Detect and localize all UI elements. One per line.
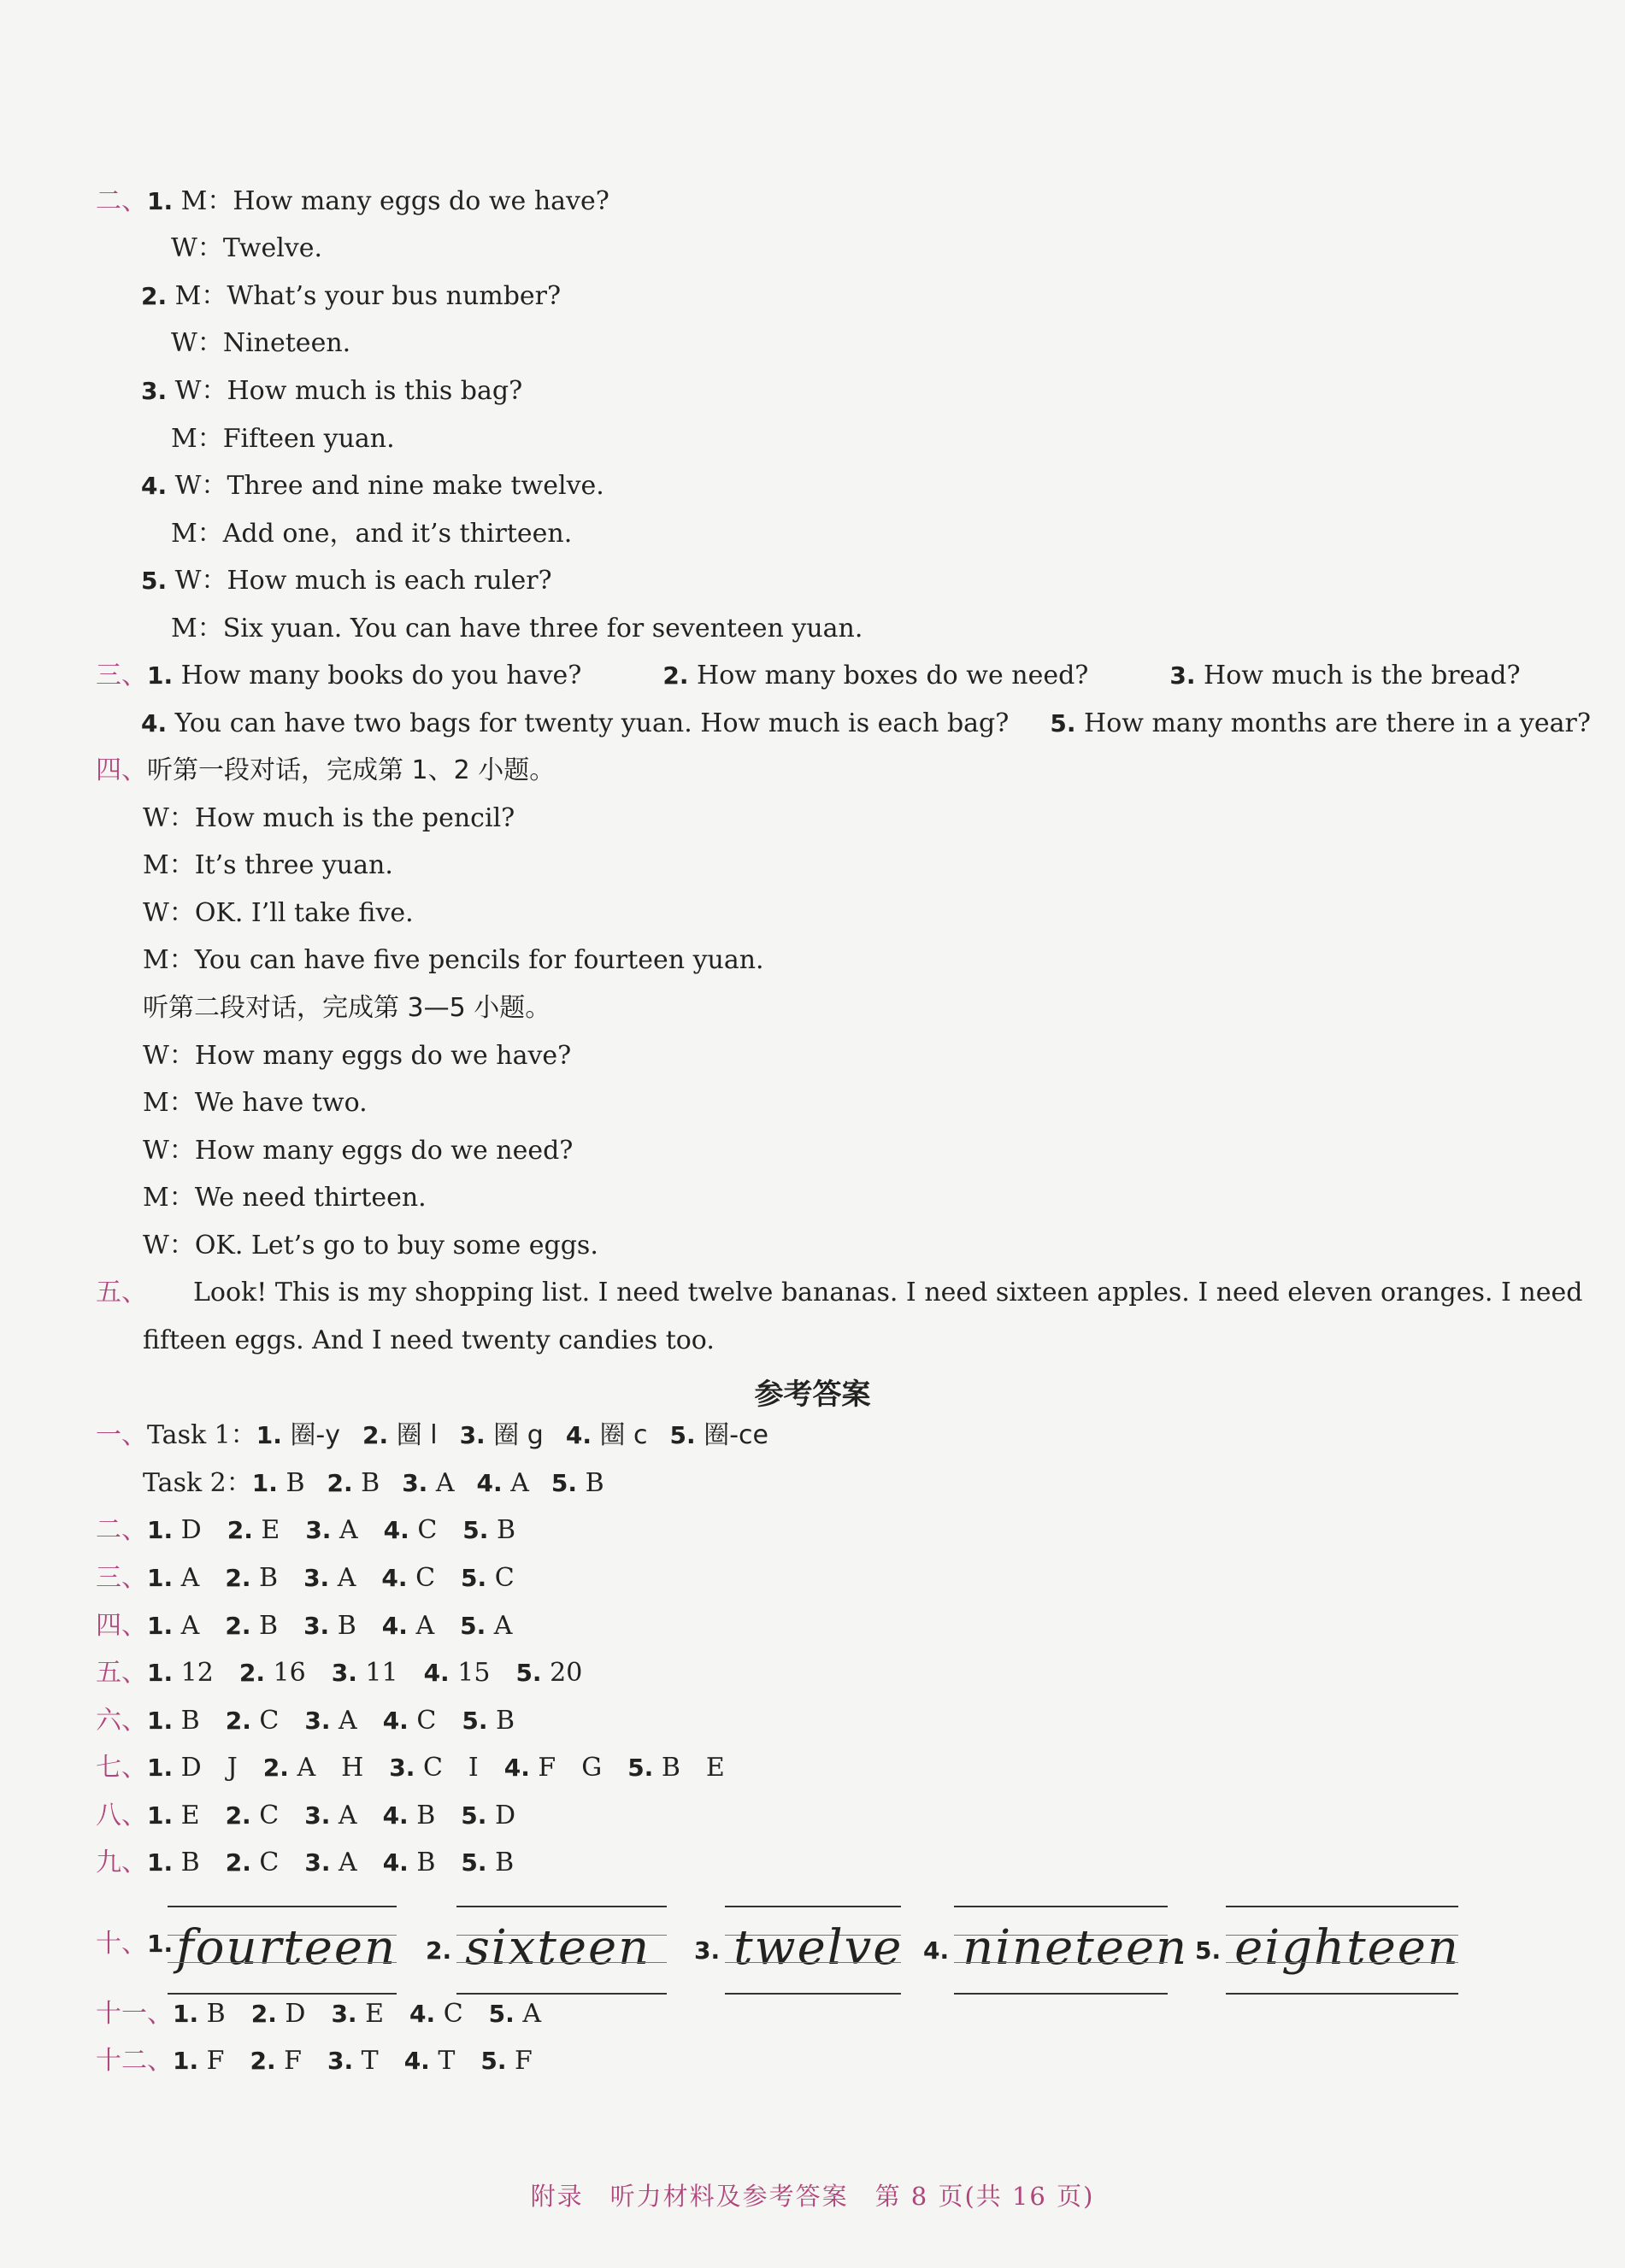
answer-value: F G <box>538 1753 603 1783</box>
dialog-line: W：How much is each ruler? <box>174 566 552 596</box>
section-mark: 五、 <box>96 1658 147 1688</box>
answer-row <box>96 2044 533 2078</box>
answer-value: A <box>435 1468 455 1498</box>
answer-value: B <box>416 1801 436 1830</box>
answer-value: C <box>259 1706 280 1736</box>
passage-text: fifteen eggs. And I need twenty candies too. <box>143 1325 715 1355</box>
answer-value: A <box>510 1468 529 1498</box>
handwritten-word: fourteen <box>176 1920 397 1976</box>
answer-value: D <box>180 1515 202 1545</box>
dialog-line: M：Fifteen yuan. <box>171 424 395 454</box>
item-number: 3. <box>331 1659 357 1687</box>
answer-value: B <box>259 1563 279 1593</box>
answer-value: 16 <box>273 1658 306 1688</box>
handwriting-answer <box>694 1906 904 1995</box>
item-number: 3. <box>459 1421 486 1449</box>
item-number: 1. <box>147 661 174 690</box>
answer-row <box>96 1609 512 1643</box>
handwritten-word: sixteen <box>465 1920 651 1976</box>
section-mark <box>96 1927 173 1961</box>
instruction-text: 听第二段对话，完成第 3—5 小题。 <box>143 993 551 1023</box>
dialog-line: M：Add one，and it’s thirteen. <box>171 519 573 549</box>
answer-value: B <box>585 1468 604 1498</box>
answer-value: D <box>494 1801 516 1830</box>
item-number: 1. <box>173 2000 199 2028</box>
item-number: 3. <box>1169 661 1196 690</box>
item-number: 3. <box>694 1936 721 1965</box>
answer-value: A <box>339 1848 357 1877</box>
handwritten-word: eighteen <box>1234 1920 1460 1976</box>
section-mark: 八、 <box>96 1801 147 1830</box>
section-mark-text: 十、 <box>96 1929 147 1959</box>
item-number: 2. <box>250 2000 277 2028</box>
item-number: 2. <box>250 2047 276 2075</box>
dialog-line: W：Twelve. <box>171 233 323 263</box>
item-number: 5. <box>462 1516 489 1544</box>
item-number: 2. <box>225 1707 251 1735</box>
answer-value: A H <box>297 1753 364 1783</box>
dialog-line: M：It’s three yuan. <box>143 850 393 880</box>
answer-value: 圈 c <box>599 1420 648 1450</box>
answer-value: B <box>206 1999 226 2029</box>
section-mark: 三、 <box>96 1563 147 1593</box>
item-number: 4. <box>423 1659 450 1687</box>
answer-value: D J <box>180 1753 238 1783</box>
answer-value: A <box>339 1706 357 1736</box>
item-number: 5. <box>515 1659 542 1687</box>
answer-row <box>96 1513 515 1548</box>
dialog-line: W：How much is this bag? <box>174 376 523 406</box>
section-mark: 七、 <box>96 1753 147 1783</box>
item-number: 3. <box>402 1469 428 1497</box>
question-text: How many books do you have? <box>180 661 582 690</box>
item-number: 5. <box>461 1564 487 1592</box>
answer-row <box>96 1561 515 1595</box>
dialog-line: W：OK. I’ll take five. <box>143 898 414 928</box>
item-number: 3. <box>305 1516 332 1544</box>
item-number: 1. <box>147 1754 174 1782</box>
item-number: 5. <box>480 2047 507 2075</box>
handwritten-word: twelve <box>733 1920 904 1976</box>
item-number: 4. <box>382 1848 409 1877</box>
item-number: 2. <box>141 282 168 310</box>
answer-row <box>96 1656 582 1690</box>
item-number: 4. <box>381 1612 408 1640</box>
answer-value: E <box>180 1801 200 1830</box>
answer-value: B <box>496 1515 516 1545</box>
answer-value: B <box>286 1468 305 1498</box>
section-mark: 三、 <box>96 661 147 690</box>
answer-value: B <box>180 1848 200 1877</box>
item-number: 2. <box>238 1659 265 1687</box>
passage-text: Look! This is my shopping list. I need twelve bananas. I need sixteen apples. I need eleven oranges. I need <box>193 1278 1583 1307</box>
item-number: 1. <box>173 2047 199 2075</box>
item-number: 4. <box>382 1801 409 1830</box>
answer-value: C <box>494 1563 515 1593</box>
item-number: 2. <box>225 1612 251 1640</box>
item-number: 3. <box>304 1848 331 1877</box>
answer-value: A <box>180 1611 200 1641</box>
answer-value: F <box>206 2046 225 2076</box>
item-number: 4. <box>923 1936 950 1965</box>
listening-2-3a <box>141 374 522 408</box>
section-mark: 六、 <box>96 1706 147 1736</box>
answer-value: B <box>496 1706 515 1736</box>
answer-value: B <box>180 1706 200 1736</box>
dialog-line: W：Three and nine make twelve. <box>174 471 604 501</box>
answer-value: 15 <box>457 1658 491 1688</box>
listening-2-5a <box>141 564 552 598</box>
item-number: 4. <box>381 1564 408 1592</box>
answer-row <box>96 1997 541 2031</box>
answer-value: 圈-ce <box>704 1420 768 1450</box>
dialog-line: M：You can have five pencils for fourteen yuan. <box>143 945 764 975</box>
answer-value: 12 <box>180 1658 214 1688</box>
item-number: 5. <box>141 567 168 595</box>
dialog-line: M：We have two. <box>143 1088 368 1118</box>
item-number: 4. <box>382 1707 409 1735</box>
item-number: 1. <box>147 1659 174 1687</box>
answer-row <box>96 1846 514 1880</box>
item-number: 5. <box>1050 709 1076 737</box>
item-number: 3. <box>304 1801 331 1830</box>
listening-2-2a <box>141 279 561 314</box>
item-number: 5. <box>669 1421 696 1449</box>
item-number: 5. <box>461 1801 487 1830</box>
answer-value: B <box>259 1611 279 1641</box>
answer-value: A <box>522 1999 542 2029</box>
section-mark: 二、 <box>96 186 147 216</box>
answer-value: E <box>365 1999 385 2029</box>
item-number: 1. <box>147 1848 174 1877</box>
answer-value: T <box>361 2046 379 2076</box>
item-number: 2. <box>662 661 689 690</box>
question-text: You can have two bags for twenty yuan. How much is each bag? <box>174 708 1010 738</box>
dialog-line: W：Nineteen. <box>171 328 351 358</box>
dialog-line: M：How many eggs do we have? <box>180 186 609 216</box>
handwriting-answer <box>1195 1906 1458 1995</box>
answer-value: B <box>416 1848 436 1877</box>
listening-4-intro1 <box>96 754 555 788</box>
item-number: 5. <box>461 1848 487 1877</box>
item-number: 5. <box>627 1754 654 1782</box>
answer-value: A <box>180 1563 200 1593</box>
question-text: How much is the bread? <box>1204 661 1521 690</box>
answer-value: 圈 l <box>396 1420 438 1450</box>
task-label: Task 2： <box>143 1468 252 1498</box>
item-number: 2. <box>262 1754 289 1782</box>
item-number: 1. <box>147 187 174 215</box>
item-number: 2. <box>225 1564 251 1592</box>
section-mark: 十一、 <box>96 1999 173 2029</box>
item-number: 4. <box>503 1754 530 1782</box>
page-footer: 附录 听力材料及参考答案 第 8 页(共 16 页) <box>530 2182 1095 2211</box>
answer-value: 圈 g <box>493 1420 544 1450</box>
answer-value: C <box>259 1848 280 1877</box>
answer-key-title: 参考答案 <box>754 1378 871 1412</box>
item-number: 3. <box>141 377 168 405</box>
item-number: 2. <box>362 1421 389 1449</box>
answer-value: B E <box>661 1753 725 1783</box>
answer-value: C <box>416 1706 437 1736</box>
answer-row <box>96 1799 515 1833</box>
item-number: 4. <box>409 2000 436 2028</box>
dialog-line: W：How many eggs do we have? <box>143 1041 572 1071</box>
item-number: 3. <box>331 2000 357 2028</box>
section-mark: 五、 <box>96 1278 147 1307</box>
dialog-line: M：We need thirteen. <box>143 1183 427 1213</box>
answer-value: A <box>338 1801 357 1830</box>
section-mark: 二、 <box>96 1515 147 1545</box>
answer-value: 圈-y <box>290 1420 341 1450</box>
section-mark: 四、 <box>96 755 147 785</box>
answer-value: E <box>261 1515 280 1545</box>
answer-value: B <box>495 1848 515 1877</box>
item-number: 5. <box>488 2000 515 2028</box>
handwritten-word: nineteen <box>963 1920 1189 1976</box>
item-number: 5. <box>462 1707 488 1735</box>
item-number: 4. <box>403 2047 430 2075</box>
item-number: 1. <box>251 1469 278 1497</box>
dialog-line: W：How much is the pencil? <box>143 803 515 833</box>
item-number: 3. <box>303 1612 330 1640</box>
item-number: 3. <box>327 2047 354 2075</box>
answer-value: A <box>493 1611 513 1641</box>
dialog-line: W：How many eggs do we need? <box>143 1136 574 1166</box>
item-number: 1. <box>147 1564 174 1592</box>
item-number: 5. <box>1195 1936 1222 1965</box>
question-text: How many boxes do we need? <box>697 661 1089 690</box>
listening-2-4a <box>141 469 604 503</box>
item-number: 3. <box>304 1707 331 1735</box>
answer-value: A <box>415 1611 435 1641</box>
item-number: 5. <box>460 1612 486 1640</box>
item-number: 2. <box>225 1801 251 1830</box>
listening-2-1a <box>96 185 609 219</box>
answer-value: C <box>415 1563 436 1593</box>
item-number: 1. <box>256 1421 282 1449</box>
answer-value: B <box>337 1611 356 1641</box>
answer-value: T <box>438 2046 456 2076</box>
dialog-line: W：OK. Let’s go to buy some eggs. <box>143 1231 598 1260</box>
section-mark: 四、 <box>96 1611 147 1641</box>
handwriting-answer <box>923 1906 1189 1995</box>
answer-row <box>96 1751 725 1785</box>
dialog-line: M：What’s your bus number? <box>174 281 562 311</box>
item-number: 1. <box>147 1516 174 1544</box>
answer-value: C <box>417 1515 438 1545</box>
answer-value: 20 <box>550 1658 583 1688</box>
handwriting-answer <box>168 1906 397 1995</box>
item-number: 2. <box>426 1936 452 1965</box>
task-label: Task 1： <box>147 1420 256 1450</box>
answer-value: 11 <box>365 1658 398 1688</box>
dialog-line: M：Six yuan. You can have three for seventeen yuan. <box>171 614 863 643</box>
item-number: 1. <box>147 1612 174 1640</box>
listening-5-line1 <box>96 1276 1582 1310</box>
section-mark: 一、 <box>96 1420 147 1450</box>
item-number: 3. <box>389 1754 415 1782</box>
item-number: 2. <box>327 1469 353 1497</box>
section-mark: 十二、 <box>96 2046 173 2076</box>
item-number: 2. <box>227 1516 253 1544</box>
answer-row <box>96 1704 515 1738</box>
answers-1-task2 <box>143 1466 604 1501</box>
answer-value: C I <box>422 1753 479 1783</box>
item-number: 5. <box>550 1469 578 1497</box>
item-number: 1. <box>147 1930 174 1958</box>
item-number: 1. <box>147 1707 174 1735</box>
item-number: 4. <box>383 1516 409 1544</box>
item-number: 4. <box>141 709 168 737</box>
answer-value: F <box>284 2046 302 2076</box>
instruction-text: 听第一段对话，完成第 1、2 小题。 <box>147 755 556 785</box>
answer-value: C <box>259 1801 280 1830</box>
answer-value: D <box>285 1999 306 2029</box>
item-number: 3. <box>303 1564 330 1592</box>
question-text: How many months are there in a year? <box>1084 708 1591 738</box>
answer-value: B <box>361 1468 380 1498</box>
answer-value: C <box>443 1999 463 2029</box>
item-number: 4. <box>565 1421 592 1449</box>
listening-3-row1 <box>96 659 1521 693</box>
section-mark: 九、 <box>96 1848 147 1877</box>
answer-value: A <box>337 1563 356 1593</box>
answers-1-task1 <box>96 1419 768 1453</box>
handwriting-answer <box>426 1906 667 1995</box>
item-number: 4. <box>476 1469 503 1497</box>
listening-3-row2 <box>141 707 1591 741</box>
item-number: 1. <box>147 1801 174 1830</box>
item-number: 4. <box>141 472 168 500</box>
item-number: 2. <box>225 1848 251 1877</box>
answer-value: A <box>339 1515 358 1545</box>
answer-value: F <box>515 2046 533 2076</box>
